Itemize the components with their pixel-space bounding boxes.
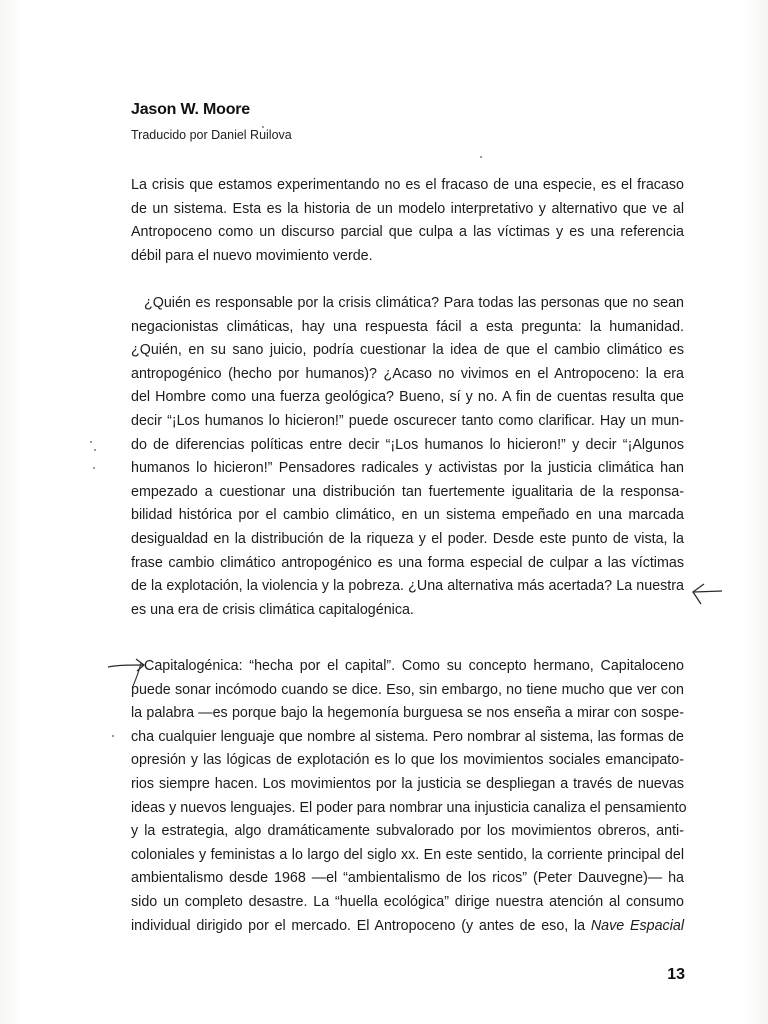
body-paragraph-2 <box>131 292 684 622</box>
scan-speck <box>262 126 264 128</box>
intro-paragraph <box>131 174 684 268</box>
paragraph-line: bilidad histórica por el cambio climático, en un sistema empeñado en una marcada <box>131 507 684 524</box>
page-number: 13 <box>667 966 685 983</box>
paragraph-line: puede sonar incómodo cuando se dice. Eso, sin embargo, no tiene mucho que ver con <box>131 681 684 698</box>
paragraph-line: coloniales y feministas a lo largo del siglo xx. En este sentido, la corriente principal del <box>131 846 684 863</box>
paragraph-line: antropogénico (hecho por humanos)? ¿Acaso no vivimos en el Antropoceno: la era <box>131 365 684 382</box>
translator-credit: Traducido por Daniel Ruilova <box>131 128 292 142</box>
paragraph-line: opresión y las lógicas de explotación es lo que los movimientos sociales emancipato- <box>131 752 684 769</box>
paragraph-line: humanos lo hicieron!” Pensadores radicales y activistas por la justicia climática han <box>131 460 684 477</box>
paragraph-line: es una era de crisis climática capitalogénica. <box>131 601 414 618</box>
paragraph-line: empezado a cuestionar una distribución tan fuertemente igualitaria de la responsa- <box>131 483 684 500</box>
paragraph-line: Antropoceno como un discurso parcial que culpa a las víctimas y es una referencia <box>131 224 684 241</box>
paragraph-line: la palabra —es porque bajo la hegemonía burguesa se nos enseña a mirar con sospe- <box>131 705 684 722</box>
paragraph-line: débil para el nuevo movimiento verde. <box>131 247 373 264</box>
paragraph-line: ideas y nuevos lenguajes. El poder para nombrar una injusticia canaliza el pensamiento <box>131 799 687 816</box>
paragraph-line: de un sistema. Esta es la historia de un modelo interpretativo y alternativo que ve al <box>131 200 684 217</box>
paragraph-line: Capitalogénica: “hecha por el capital”. Como su concepto hermano, Capitaloceno <box>144 658 684 674</box>
paragraph-line: del Hombre como una fuerza geológica? Bueno, sí y no. A fin de cuentas resulta que <box>131 389 684 406</box>
paragraph-line: ¿Quién, en su sano juicio, podría cuestionar la idea de que el cambio climático es <box>131 342 684 359</box>
line-text: individual dirigido por el mercado. El Antropoceno (y antes de eso, la <box>131 917 591 934</box>
paragraph-line: sido un completo desastre. La “huella ecológica” dirige nuestra atención al consumo <box>131 893 684 910</box>
body-paragraph-3 <box>131 655 687 938</box>
scan-speck <box>94 449 96 451</box>
author-name: Jason W. Moore <box>131 101 250 118</box>
italic-title: Nave Espacial <box>590 917 684 934</box>
paragraph-line: ¿Quién es responsable por la crisis climática? Para todas las personas que no sean <box>144 295 684 311</box>
paragraph-line: y la estrategia, algo dramáticamente subvalorado por los movimientos obreros, anti- <box>131 823 684 840</box>
paragraph-line: cha cualquier lenguaje que nombre al sistema. Pero nombrar al sistema, las formas de <box>131 728 684 745</box>
scan-speck <box>93 467 95 469</box>
paragraph-line: decir “¡Los humanos lo hicieron!” puede oscurecer tanto como clarificar. Hay un mun- <box>131 412 684 429</box>
paragraph-line-last <box>131 915 684 939</box>
paragraph-line: negacionistas climáticas, hay una respuesta fácil a esta pregunta: la humanidad. <box>131 318 684 335</box>
scan-speck <box>112 735 114 737</box>
paragraph-line: rios siempre hacen. Los movimientos por la justicia se despliegan a través de nuevas <box>131 775 684 792</box>
paragraph-line: La crisis que estamos experimentando no es el fracaso de una especie, es el fracaso <box>131 177 684 193</box>
paragraph-line: do de diferencias políticas entre decir “¡Los humanos lo hicieron!” y decir “¡Algunos <box>131 436 684 453</box>
paragraph-line: de la explotación, la violencia y la pobreza. ¿Una alternativa más acertada? La nuestra <box>131 578 684 595</box>
right-margin-arrow-pointer-icon <box>688 582 724 608</box>
paragraph-line: ambientalismo desde 1968 —el “ambientalismo de los ricos” (Peter Dauvegne)— ha <box>131 870 684 887</box>
scan-speck <box>480 156 482 158</box>
scan-speck <box>90 441 92 443</box>
paragraph-line: frase cambio climático antropogénico es una forma especial de culpar a las víctimas <box>131 554 684 571</box>
paragraph-line: desigualdad en la distribución de la riqueza y el poder. Desde este punto de vista, la <box>131 530 684 547</box>
